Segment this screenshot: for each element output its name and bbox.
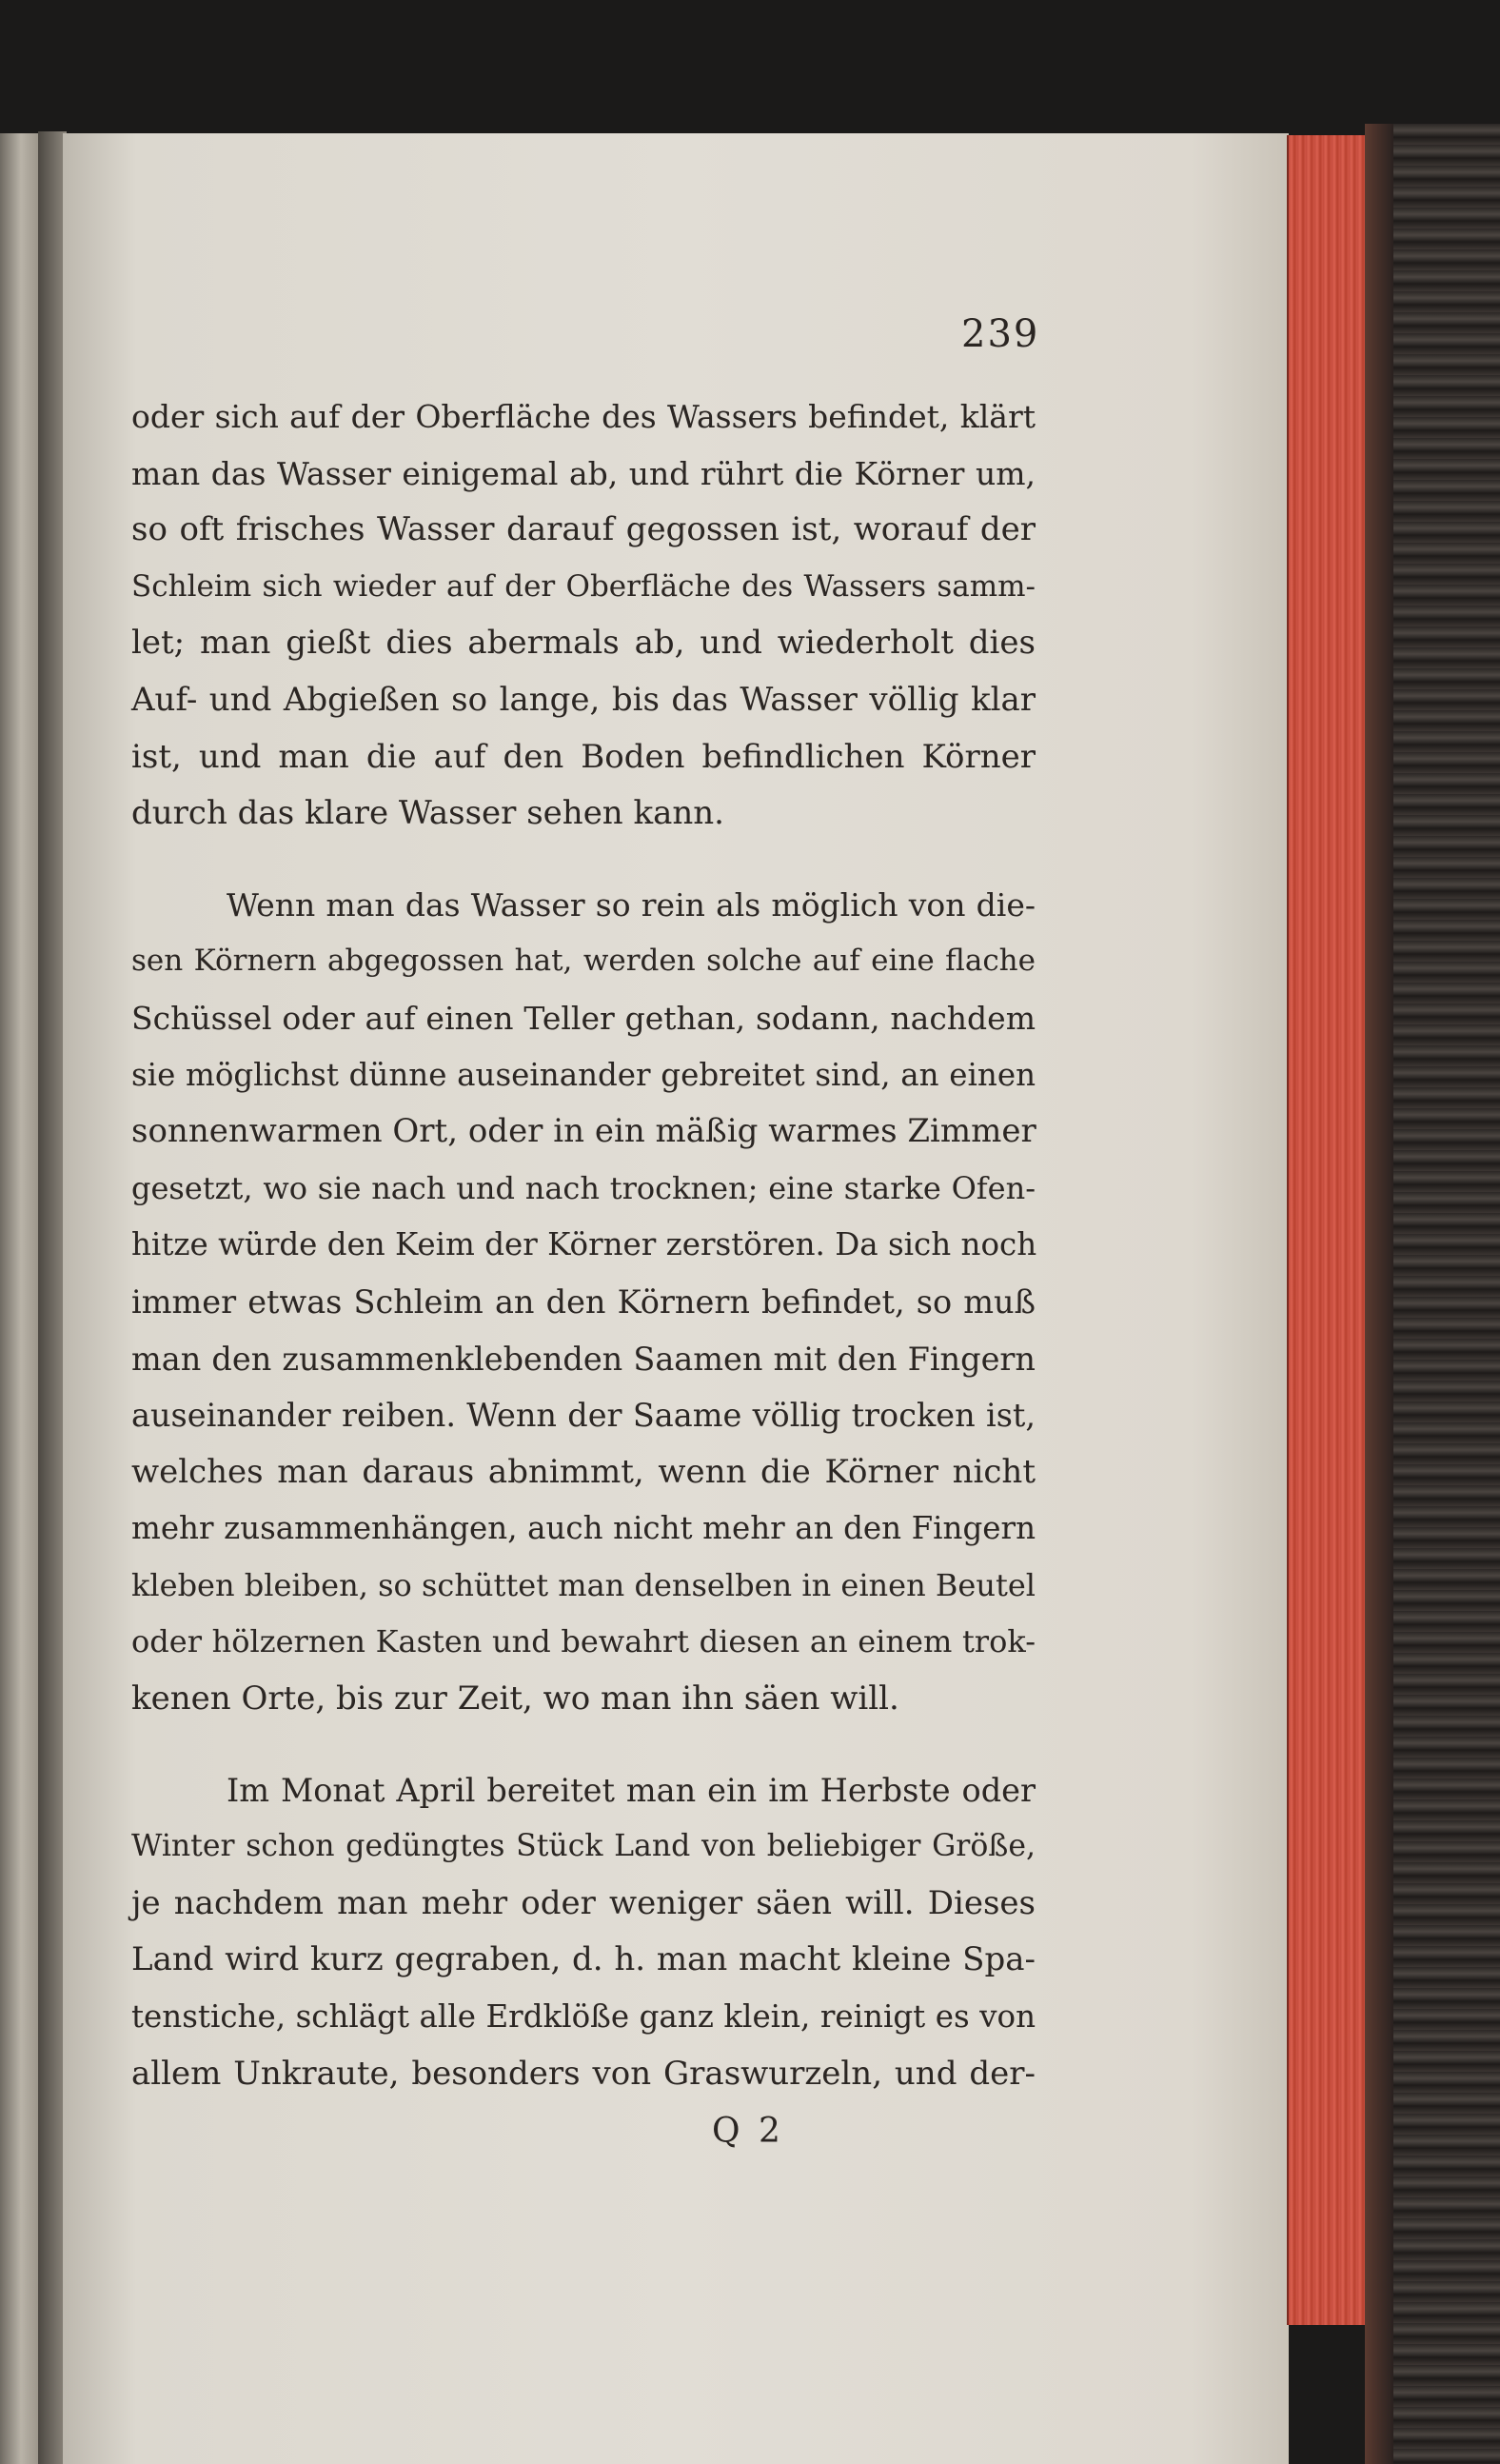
text-line: man das Wasser einigemal ab, und rührt die Körner um, (131, 454, 1036, 492)
text-line: ist, und man die auf den Boden befindlichen Körner (131, 737, 1036, 776)
text-line: oder sich auf der Oberfläche des Wassers befindet, klärt (131, 398, 1036, 435)
text-line: mehr zusammenhängen, auch nicht mehr an den Fingern (131, 1510, 1036, 1547)
text-line: Auf- und Abgießen so lange, bis das Wasser völlig klar (131, 680, 1036, 719)
text-line: auseinander reiben. Wenn der Saame völlig trocken ist, (131, 1397, 1036, 1435)
paragraph-3 (131, 1762, 1036, 2103)
text-line: durch das klare Wasser sehen kann. (131, 794, 724, 833)
paragraph-2 (131, 877, 1036, 1728)
text-line: sonnenwarmen Ort, oder in ein mäßig warmes Zimmer (131, 1112, 1036, 1151)
text-line: sen Körnern abgegossen hat, werden solche auf eine flache (131, 944, 1036, 979)
text-line: welches man daraus abnimmt, wenn die Körner nicht (131, 1452, 1036, 1491)
text-line: kleben bleiben, so schüttet man denselben in einen Beutel (131, 1566, 1036, 1603)
signature-mark: Q 2 (712, 2112, 784, 2151)
text-line: Schleim sich wieder auf der Oberfläche des Wassers samm- (131, 568, 1036, 604)
text-line: kenen Orte, bis zur Zeit, wo man ihn säen will. (131, 1679, 899, 1719)
previous-page-edge (0, 133, 38, 2464)
text-line: hitze würde den Keim der Körner zerstören. Da sich noch (131, 1226, 1037, 1263)
text-line: Winter schon gedüngtes Stück Land von beliebiger Größe, (131, 1829, 1036, 1864)
text-line: so oft frisches Wasser darauf gegossen ist, worauf der (131, 510, 1036, 549)
page-number: 239 (961, 312, 1040, 356)
text-line: man den zusammenklebenden Saamen mit den Fingern (131, 1340, 1036, 1378)
text-line: sie möglichst dünne auseinander gebreitet sind, an einen (131, 1056, 1036, 1093)
body-text (131, 388, 1036, 2136)
text-line: tenstiche, schlägt alle Erdklöße ganz klein, reinigt es von (131, 1998, 1036, 2036)
text-line: let; man gießt dies abermals ab, und wiederholt dies (131, 624, 1036, 663)
text-line: immer etwas Schleim an den Körnern befindet, so muß (131, 1282, 1036, 1321)
text-line: oder hölzernen Kasten und bewahrt diesen an einem trok- (131, 1623, 1036, 1660)
text-line: je nachdem man mehr oder weniger säen will. Dieses (131, 1883, 1036, 1922)
text-line: Land wird kurz gegraben, d. h. man macht kleine Spa- (131, 1940, 1036, 1979)
text-line: allem Unkraute, besonders von Graswurzeln, und der- (131, 2054, 1036, 2093)
text-line: gesetzt, wo sie nach und nach trocknen; eine starke Ofen- (131, 1169, 1036, 1206)
text-line: Schüssel oder auf einen Teller gethan, sodann, nachdem (131, 999, 1036, 1037)
text-line: Wenn man das Wasser so rein als möglich von die- (227, 885, 1036, 924)
cover-inner-edge (1365, 124, 1393, 2464)
paragraph-1 (131, 388, 1036, 843)
text-line: Im Monat April bereitet man ein im Herbste oder (227, 1771, 1036, 1809)
red-page-edges (1287, 135, 1367, 2325)
